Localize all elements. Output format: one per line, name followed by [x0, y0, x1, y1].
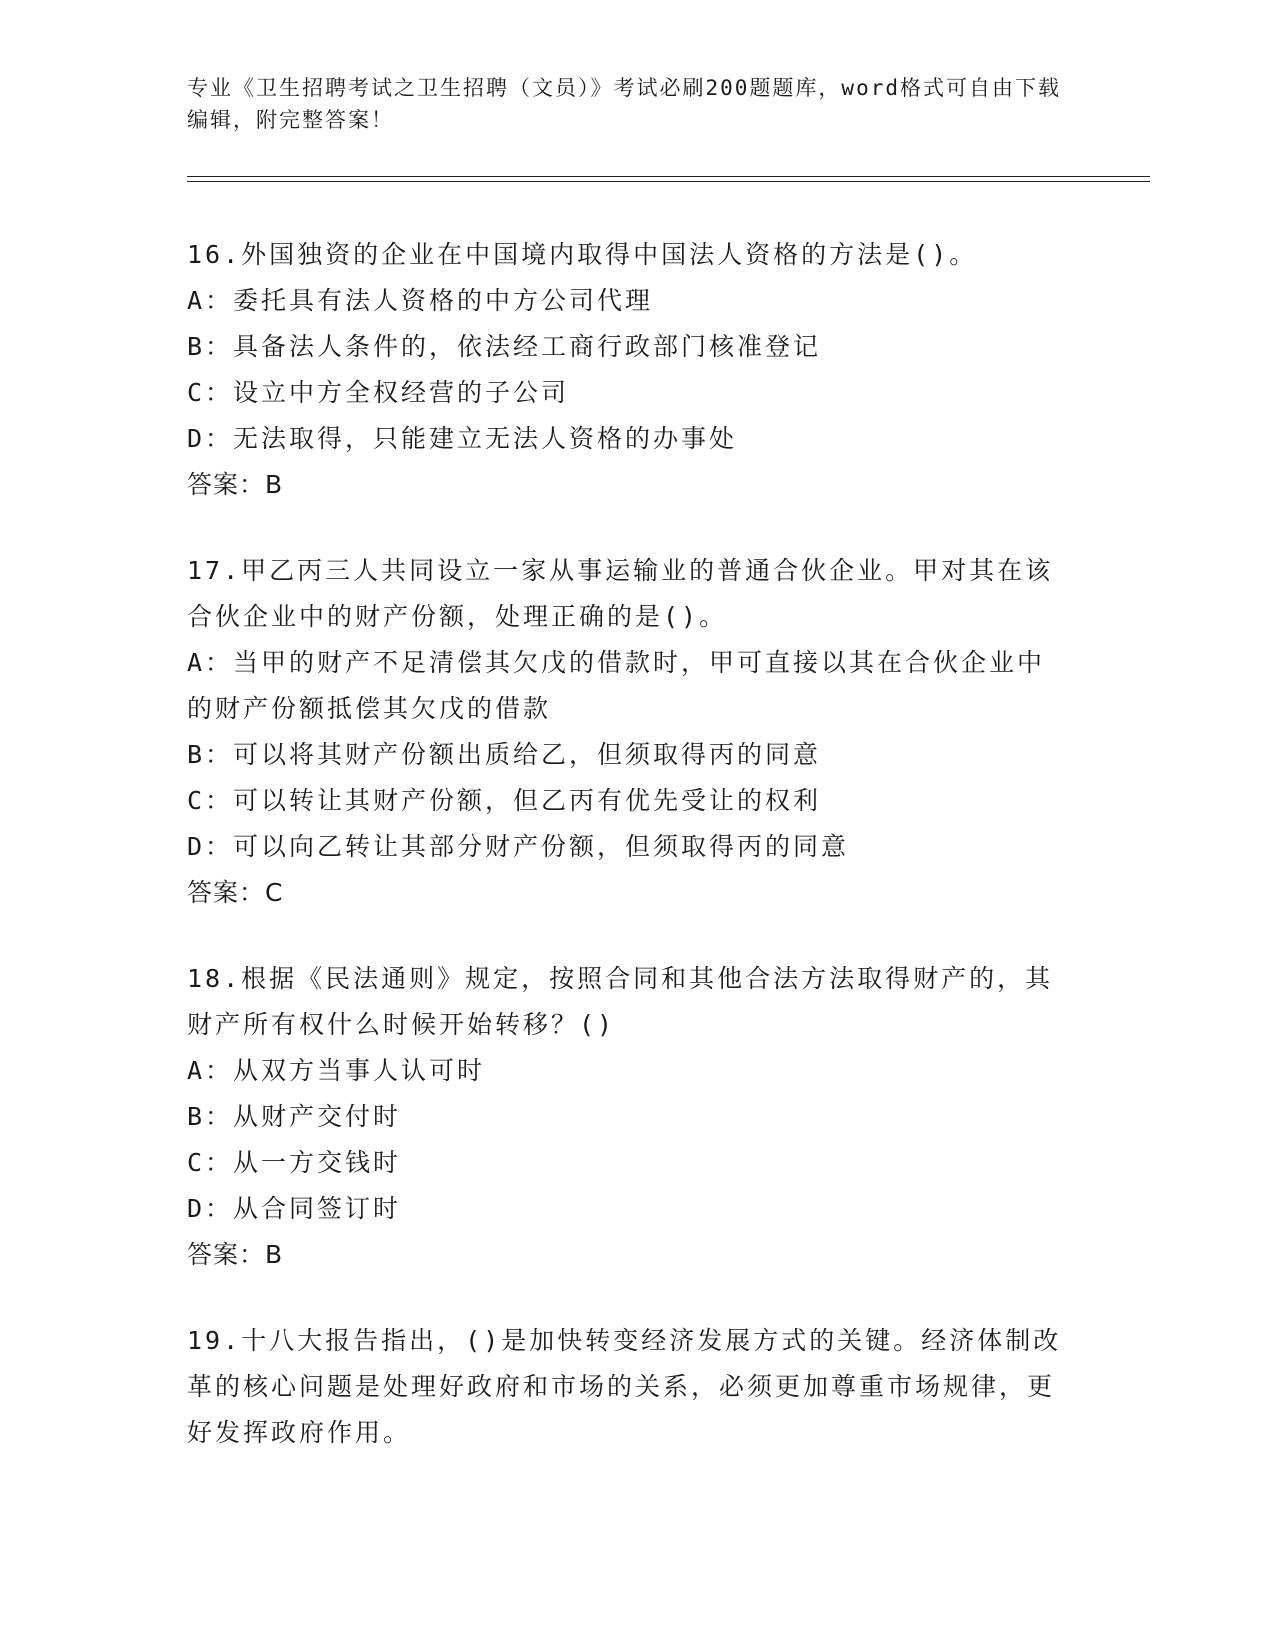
option-c: C：可以转让其财产份额，但乙丙有优先受让的权利 [187, 786, 822, 815]
question-text: 19.十八大报告指出，()是加快转变经济发展方式的关键。经济体制改革的核心问题是处理好政府和市场的关系，必须更加尊重市场规律，更好发挥政府作用。 [187, 1326, 1062, 1447]
option-a: A：委托具有法人资格的中方公司代理 [187, 286, 654, 315]
option-a: A：从双方当事人认可时 [187, 1056, 486, 1085]
question-text: 16.外国独资的企业在中国境内取得中国法人资格的方法是()。 [187, 240, 978, 269]
answer: 答案：B [187, 470, 284, 499]
option-d: D：无法取得，只能建立无法人资格的办事处 [187, 424, 738, 453]
option-b: B：从财产交付时 [187, 1102, 402, 1131]
option-d: D：从合同签订时 [187, 1194, 402, 1223]
question-text: 17.甲乙丙三人共同设立一家从事运输业的普通合伙企业。甲对其在该合伙企业中的财产份额，处理正确的是()。 [187, 556, 1054, 631]
option-c: C：设立中方全权经营的子公司 [187, 378, 570, 407]
option-b: B：具备法人条件的，依法经工商行政部门核准登记 [187, 332, 822, 361]
question-19 [187, 1318, 1067, 1456]
document-header: 专业《卫生招聘考试之卫生招聘（文员）》考试必刷200题题库，word格式可自由下载编辑，附完整答案！ [187, 76, 1061, 132]
header-rule-bottom [187, 181, 1150, 182]
answer: 答案：B [187, 1240, 284, 1269]
header-rule-top [187, 176, 1150, 177]
answer: 答案：C [187, 878, 284, 907]
option-a: A：当甲的财产不足清偿其欠戊的借款时，甲可直接以其在合伙企业中的财产份额抵偿其欠戊的借款 [187, 648, 1046, 723]
option-d: D：可以向乙转让其部分财产份额，但须取得丙的同意 [187, 832, 850, 861]
option-b: B：可以将其财产份额出质给乙，但须取得丙的同意 [187, 740, 822, 769]
question-16 [187, 232, 1067, 508]
question-18 [187, 956, 1067, 1278]
question-text: 18.根据《民法通则》规定，按照合同和其他合法方法取得财产的，其财产所有权什么时候开始转移？() [187, 964, 1054, 1039]
question-17 [187, 548, 1067, 916]
question-list [187, 232, 1067, 1496]
option-c: C：从一方交钱时 [187, 1148, 402, 1177]
